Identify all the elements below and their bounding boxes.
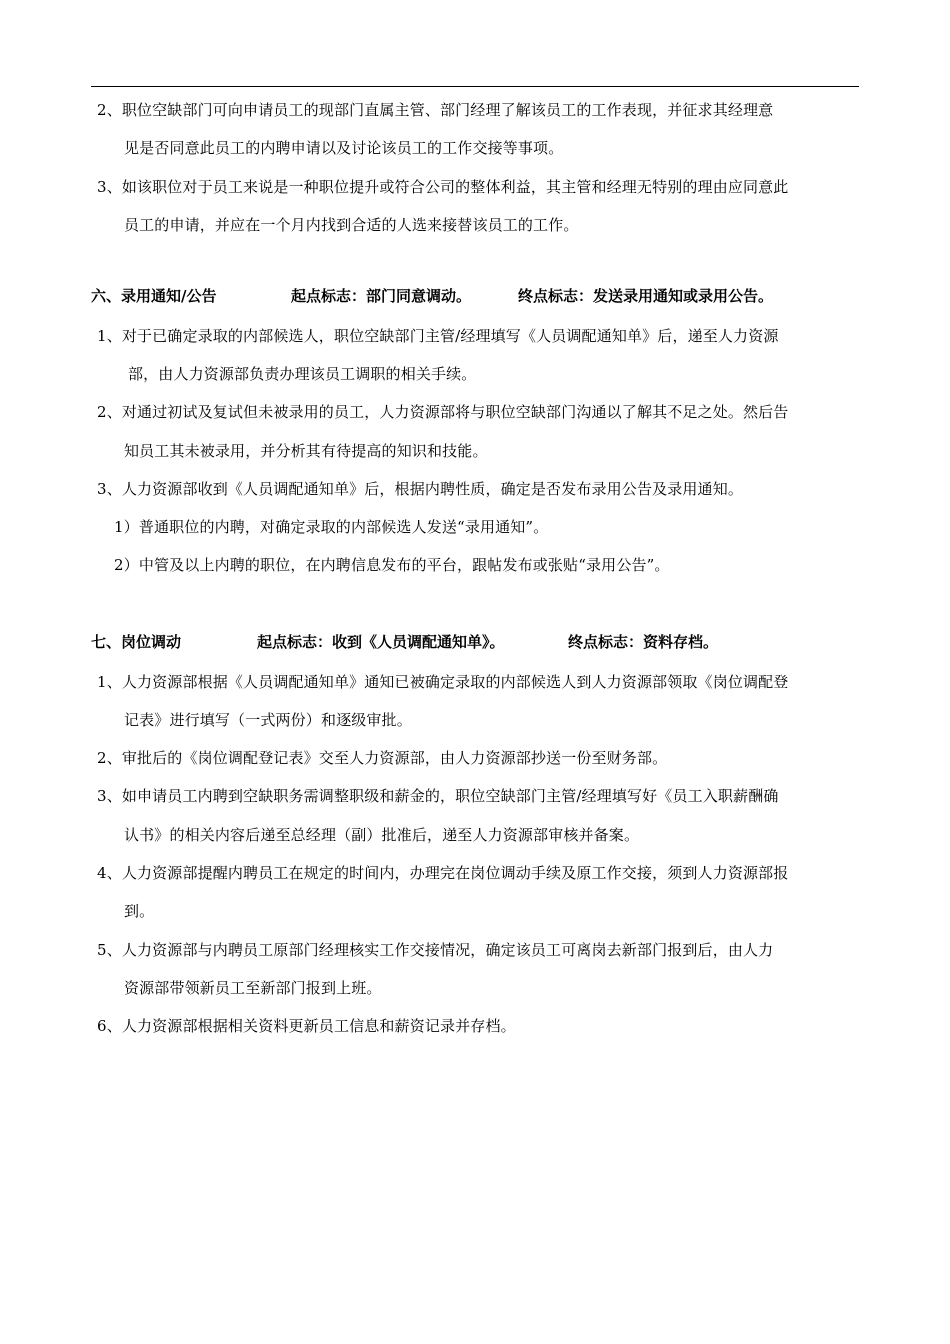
section7-item-3-line2: 认书》的相关内容后递至总经理（副）批准后，递至人力资源部审核并备案。 xyxy=(124,826,640,844)
section7-item-2-line1: 2、审批后的《岗位调配登记表》交至人力资源部，由人力资源部抄送一份至财务部。 xyxy=(97,749,668,767)
prev-item-2-line2: 见是否同意此员工的内聘申请以及讨论该员工的工作交接等事项。 xyxy=(124,139,564,157)
section7-end-marker: 终点标志：资料存档。 xyxy=(568,633,719,651)
section7-item-6-line1: 6、人力资源部根据相关资料更新员工信息和薪资记录并存档。 xyxy=(97,1017,516,1035)
section7-item-1-line1: 1、人力资源部根据《人员调配通知单》通知已被确定录取的内部候选人到人力资源部领取《岗位调配登 xyxy=(97,673,789,691)
section7-title: 七、岗位调动 xyxy=(91,633,182,651)
section6-item-2-line1: 2、对通过初试及复试但未被录用的员工，人力资源部将与职位空缺部门沟通以了解其不足之处。然后告 xyxy=(97,403,789,421)
section7-item-5-line2: 资源部带领新员工至新部门报到上班。 xyxy=(124,979,382,997)
section6-subitem-1: 1）普通职位的内聘，对确定录取的内部候选人发送“录用通知”。 xyxy=(114,518,549,536)
section6-item-1-line2: 部，由人力资源部负责办理该员工调职的相关手续。 xyxy=(128,365,477,383)
section7-item-5-line1: 5、人力资源部与内聘员工原部门经理核实工作交接情况，确定该员工可离岗去新部门报到后，由人力 xyxy=(97,941,774,959)
section7-item-1-line2: 记表》进行填写（一式两份）和逐级审批。 xyxy=(124,711,412,729)
section6-item-2-line2: 知员工其未被录用，并分析其有待提高的知识和技能。 xyxy=(124,442,488,460)
section7-start-marker: 起点标志：收到《人员调配通知单》。 xyxy=(257,633,505,651)
section6-end-marker: 终点标志：发送录用通知或录用公告。 xyxy=(518,287,774,305)
section6-subitem-2: 2）中管及以上内聘的职位，在内聘信息发布的平台，跟帖发布或张贴“录用公告”。 xyxy=(114,556,670,574)
section6-start-marker: 起点标志：部门同意调动。 xyxy=(291,287,472,305)
section7-item-4-line2: 到。 xyxy=(124,902,155,920)
header-rule xyxy=(91,86,859,87)
prev-item-2-line1: 2、职位空缺部门可向申请员工的现部门直属主管、部门经理了解该员工的工作表现，并征求其经理意 xyxy=(97,101,774,119)
prev-item-3-line2: 员工的申请，并应在一个月内找到合适的人选来接替该员工的工作。 xyxy=(124,216,579,234)
section6-title: 六、录用通知/公告 xyxy=(91,287,217,305)
prev-item-3-line1: 3、如该职位对于员工来说是一种职位提升或符合公司的整体利益，其主管和经理无特别的理由应同意此 xyxy=(97,178,789,196)
section6-item-1-line1: 1、对于已确定录取的内部候选人，职位空缺部门主管/经理填写《人员调配通知单》后，递至人力资源 xyxy=(97,327,779,345)
section6-item-3-line1: 3、人力资源部收到《人员调配通知单》后，根据内聘性质，确定是否发布录用公告及录用通知。 xyxy=(97,480,743,498)
section7-item-3-line1: 3、如申请员工内聘到空缺职务需调整职级和薪金的，职位空缺部门主管/经理填写好《员工入职薪酬确 xyxy=(97,787,779,805)
section7-item-4-line1: 4、人力资源部提醒内聘员工在规定的时间内，办理完在岗位调动手续及原工作交接，须到人力资源部报 xyxy=(97,864,789,882)
